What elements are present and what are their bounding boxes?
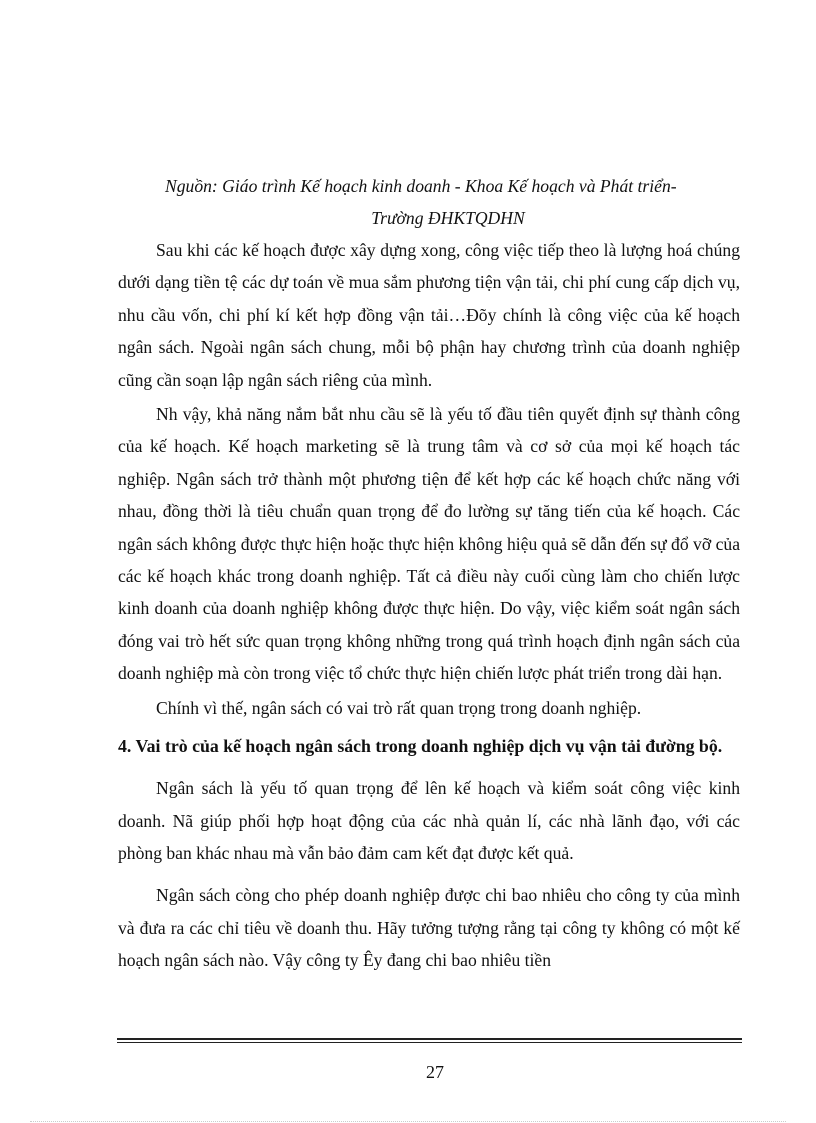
body-text (118, 234, 740, 977)
paragraph-importance-summary: Chính vì thế, ngân sách có vai trò rất quan trọng trong doanh nghiệp. (156, 697, 642, 718)
paragraph-demand-capture: Nh vậy, khả năng nắm bắt nhu cầu sẽ là yếu tố đầu tiên quyết định sự thành công của kế hoạch. Kế hoạch marketing sẽ là trung tâm và cơ sở của mọi kế hoạch tác nghiệp. Ngân sách trở thành một phương tiện để kết hợp các kế hoạch chức năng với nhau, đồng thời là tiêu chuẩn quan trọng để đo lường sự tăng tiến của kế hoạch. Các ngân sách không được thực hiện hoặc thực hiện không hiệu quả sẽ dẫn đến sự đổ vỡ của các kế hoạch khác trong doanh nghiệp. Tất cả điều này cuối cùng làm cho chiến lược kinh doanh của doanh nghiệp không được thực hiện. Do vậy, việc kiểm soát ngân sách đóng vai trò hết sức quan trọng không những trong quá trình hoạch định ngân sách của doanh nghiệp mà còn trong việc tổ chức thực hiện chiến lược phát triển trong dài hạn. (118, 404, 740, 684)
footer-divider (117, 1038, 742, 1040)
footer-divider-thin (117, 1042, 742, 1043)
source-line-2: Trường ĐHKTQDHN (371, 208, 525, 228)
paragraph-budget-spending: Ngân sách còng cho phép doanh nghiệp được chi bao nhiêu cho công ty của mình và đưa ra các chỉ tiêu về doanh thu. Hãy tưởng tượng rằng tại công ty không có một kế hoạch ngân sách nào. Vậy công ty Êy đang chi bao nhiêu tiền (118, 885, 740, 971)
page-number: 27 (426, 1062, 444, 1082)
source-line-1: Nguồn: Giáo trình Kế hoạch kinh doanh - Khoa Kế hoạch và Phát triển- (165, 176, 677, 196)
paragraph-budget-role: Ngân sách là yếu tố quan trọng để lên kế hoạch và kiểm soát công việc kinh doanh. Nã giúp phối hợp hoạt động của các nhà quản lí, các nhà lãnh đạo, với các phòng ban khác nhau mà vẫn bảo đảm cam kết đạt được kết quả. (118, 778, 740, 863)
section-heading: 4. Vai trò của kế hoạch ngân sách trong doanh nghiệp dịch vụ vận tải đường bộ. (118, 736, 723, 757)
paragraph-budget-quantification: Sau khi các kế hoạch được xây dựng xong, công việc tiếp theo là lượng hoá chúng dưới dạng tiền tệ các dự toán về mua sắm phương tiện vận tải, chi phí cung cấp dịch vụ, nhu cầu vốn, chi phí kí kết hợp đồng vận tải…Đõy chính là công việc của kế hoạch ngân sách. Ngoài ngân sách chung, mỗi bộ phận hay chương trình của doanh nghiệp cũng cần soạn lập ngân sách riêng của mình. (118, 240, 740, 390)
source-citation (120, 170, 760, 234)
page-edge-guide (30, 1121, 786, 1122)
